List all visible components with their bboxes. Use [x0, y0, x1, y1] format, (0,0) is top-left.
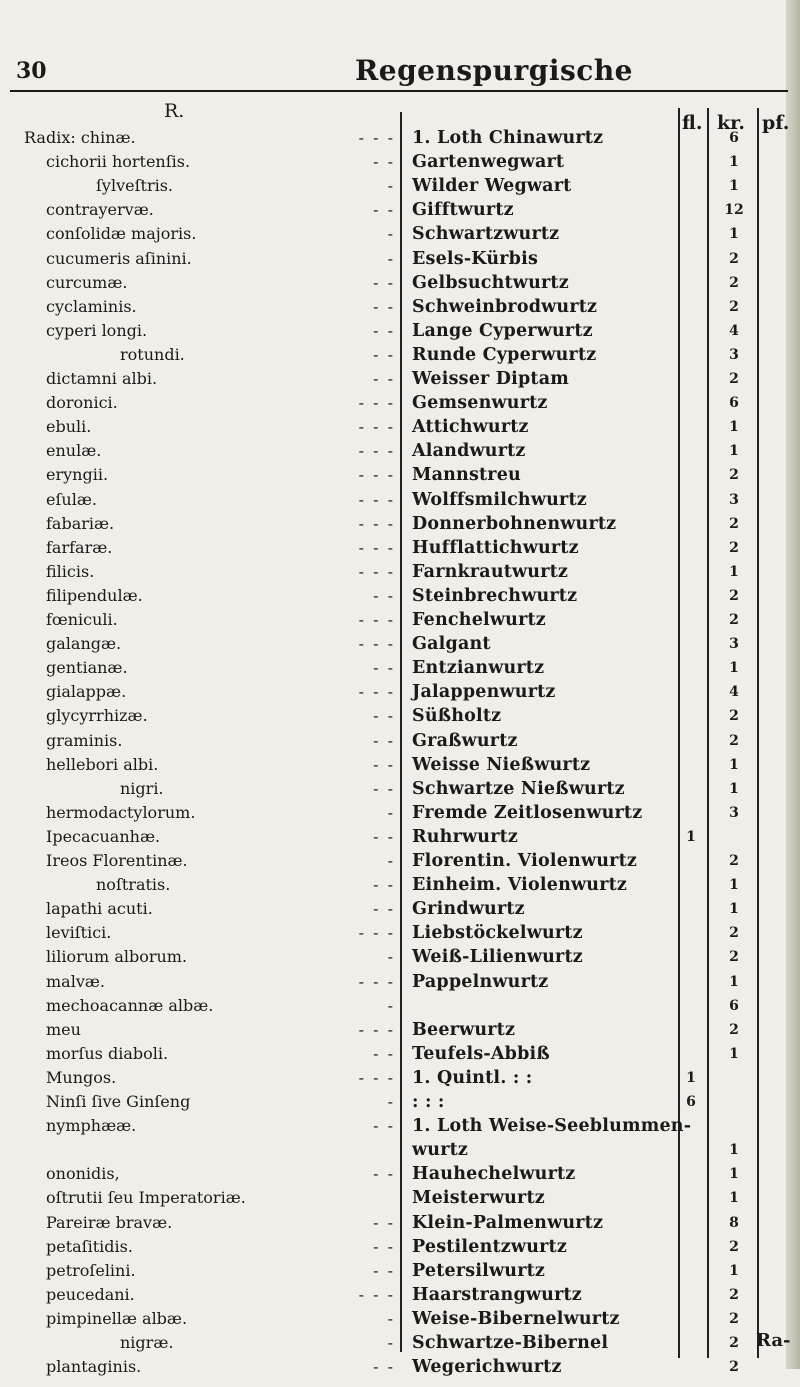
- price-kr: 6: [729, 130, 739, 146]
- leader-dashes: - -: [373, 272, 395, 292]
- german-name: Gartenwegwart: [412, 152, 565, 173]
- price-kr: 2: [729, 1238, 739, 1255]
- price-kr: 1: [729, 901, 739, 918]
- price-fl: 1: [686, 828, 696, 845]
- latin-name: pimpinellæ albæ.: [46, 1308, 188, 1328]
- latin-name: liliorum alborum.: [46, 947, 188, 967]
- leader-dashes: -: [387, 1308, 395, 1328]
- german-name: Attichwurtz: [412, 417, 529, 438]
- section-letter: R.: [164, 100, 185, 122]
- leader-dashes: - -: [373, 1357, 395, 1377]
- german-name: Schwartze Nießwurtz: [412, 778, 625, 799]
- latin-name: cyclaminis.: [46, 296, 137, 316]
- german-name: : : :: [412, 1092, 445, 1112]
- german-name: Schwartzwurtz: [412, 224, 560, 245]
- table-row: [0, 1357, 800, 1387]
- german-name: Entzianwurtz: [412, 658, 545, 679]
- german-name: Meisterwurtz: [412, 1188, 545, 1209]
- latin-name: meu: [46, 1019, 81, 1039]
- leader-dashes: - -: [373, 344, 395, 364]
- german-name: Hauhechelwurtz: [412, 1164, 576, 1185]
- running-head: Regenspurgische: [355, 54, 633, 87]
- latin-name: Pareiræ bravæ.: [46, 1212, 173, 1232]
- leader-dashes: - -: [373, 754, 395, 774]
- german-name: Runde Cyperwurtz: [412, 344, 597, 365]
- latin-name: gentianæ.: [46, 658, 128, 678]
- price-kr: 3: [729, 636, 739, 653]
- price-kr: 2: [729, 274, 739, 291]
- price-kr: 1: [729, 1045, 739, 1062]
- leader-dashes: -: [387, 224, 395, 244]
- price-kr: 1: [729, 1262, 739, 1279]
- price-kr: 3: [729, 491, 739, 508]
- german-name: Wolffsmilchwurtz: [412, 489, 587, 510]
- latin-name: filipendulæ.: [46, 585, 143, 605]
- price-kr: 2: [729, 949, 739, 966]
- german-name: Jalappenwurtz: [412, 682, 556, 703]
- latin-name: Ireos Florentinæ.: [46, 851, 188, 870]
- price-kr: 1: [729, 443, 739, 460]
- price-kr: 3: [729, 804, 739, 821]
- german-name: Weisser Diptam: [412, 369, 569, 389]
- price-kr: 2: [729, 1359, 739, 1376]
- latin-name: ſylveſtris.: [96, 176, 173, 196]
- leader-dashes: - -: [373, 1260, 395, 1280]
- price-kr: 1: [729, 154, 739, 171]
- price-kr: 1: [729, 973, 739, 990]
- price-kr: 1: [729, 780, 739, 797]
- latin-name: eryngii.: [46, 465, 109, 485]
- price-kr: 2: [729, 732, 739, 749]
- price-kr: 1: [729, 226, 739, 243]
- leader-dashes: -: [387, 851, 395, 870]
- german-name: Graßwurtz: [412, 730, 518, 751]
- latin-name: Ipecacuanhæ.: [46, 826, 161, 846]
- german-name: Mannstreu: [412, 465, 521, 486]
- german-name: Fremde Zeitlosenwurtz: [412, 802, 643, 823]
- german-name: Fenchelwurtz: [412, 610, 546, 630]
- german-name: Weiß-Lilienwurtz: [412, 947, 583, 968]
- price-kr: 6: [729, 997, 739, 1014]
- price-kr: 2: [729, 515, 739, 532]
- latin-name: hellebori albi.: [46, 754, 159, 774]
- price-kr: 2: [729, 587, 739, 604]
- leader-dashes: - -: [373, 899, 395, 919]
- leader-dashes: - - -: [358, 610, 395, 629]
- leader-dashes: - - -: [358, 634, 395, 654]
- latin-name: plantaginis.: [46, 1357, 142, 1377]
- latin-name: curcumæ.: [46, 272, 128, 292]
- leader-dashes: - - -: [358, 923, 395, 943]
- german-name: Weise-Bibernelwurtz: [412, 1308, 620, 1329]
- price-kr: 6: [729, 395, 739, 412]
- latin-name: nigri.: [120, 778, 164, 798]
- leader-dashes: - -: [373, 658, 395, 678]
- german-name: Schwartze-Bibernel: [412, 1333, 609, 1353]
- leader-dashes: -: [387, 248, 395, 268]
- latin-name: morſus diaboli.: [46, 1043, 169, 1063]
- german-name: Gemsenwurtz: [412, 393, 548, 414]
- german-name: Farnkrautwurtz: [412, 561, 569, 582]
- price-kr: 1: [729, 1142, 739, 1159]
- price-kr: 12: [724, 202, 744, 219]
- latin-name: hermodactylorum.: [46, 802, 196, 822]
- leader-dashes: - -: [373, 778, 395, 798]
- price-kr: 2: [729, 250, 739, 267]
- price-kr: 1: [729, 563, 739, 580]
- price-kr: 3: [729, 346, 739, 363]
- german-name: 1. Loth Chinawurtz: [412, 128, 604, 148]
- latin-name: cichorii hortenſis.: [46, 152, 191, 172]
- german-name: Hufflattichwurtz: [412, 537, 579, 558]
- price-kr: 4: [729, 322, 739, 339]
- catchword: Ra-: [756, 1330, 791, 1351]
- price-kr: 1: [729, 877, 739, 894]
- leader-dashes: -: [387, 1092, 395, 1111]
- price-fl: 1: [686, 1069, 696, 1086]
- german-name: Weisse Nießwurtz: [412, 754, 591, 775]
- latin-name: filicis.: [46, 561, 95, 581]
- latin-name: peucedani.: [46, 1284, 135, 1304]
- german-name: Esels-Kürbis: [412, 248, 538, 269]
- leader-dashes: -: [387, 1333, 395, 1352]
- leader-dashes: - - -: [358, 128, 395, 147]
- price-kr: 1: [729, 1190, 739, 1207]
- latin-name: Radix: chinæ.: [24, 128, 136, 147]
- german-name: Schweinbrodwurtz: [412, 296, 598, 317]
- german-name: Gelbsuchtwurtz: [412, 272, 569, 293]
- price-kr: 2: [729, 539, 739, 556]
- price-kr: 8: [729, 1214, 739, 1231]
- price-kr: 4: [729, 684, 739, 701]
- german-name: Liebstöckelwurtz: [412, 923, 583, 944]
- german-name: Ruhrwurtz: [412, 826, 519, 847]
- latin-name: conſolidæ majoris.: [46, 224, 197, 244]
- price-kr: 1: [729, 178, 739, 195]
- german-name: Klein-Palmenwurtz: [412, 1212, 604, 1233]
- latin-name: enulæ.: [46, 441, 102, 461]
- leader-dashes: - - -: [358, 1284, 395, 1304]
- latin-name: galangæ.: [46, 634, 122, 654]
- latin-name: doronici.: [46, 393, 118, 413]
- price-kr: 2: [729, 1021, 739, 1038]
- price-kr: 2: [729, 925, 739, 942]
- german-name: Beerwurtz: [412, 1019, 516, 1040]
- price-kr: 2: [729, 1310, 739, 1327]
- leader-dashes: - - -: [358, 441, 395, 461]
- latin-name: malvæ.: [46, 971, 105, 991]
- column-header-fl: fl.: [682, 112, 703, 134]
- leader-dashes: - - -: [358, 513, 395, 533]
- price-kr: 1: [729, 660, 739, 677]
- leader-dashes: - -: [373, 826, 395, 846]
- price-kr: 2: [729, 371, 739, 387]
- german-name: Einheim. Violenwurtz: [412, 875, 628, 896]
- column-header-kr: kr.: [717, 112, 746, 134]
- latin-name: lapathi acuti.: [46, 899, 153, 919]
- price-fl: 6: [686, 1094, 696, 1110]
- page-number: 30: [16, 58, 47, 84]
- latin-name: Mungos.: [46, 1067, 117, 1087]
- latin-name: Ninſi ſive Ginſeng: [46, 1092, 191, 1111]
- leader-dashes: - -: [373, 875, 395, 895]
- german-name: Süßholtz: [412, 706, 502, 727]
- latin-name: noſtratis.: [96, 875, 171, 895]
- leader-dashes: - - -: [358, 1067, 395, 1087]
- leader-dashes: - - -: [358, 465, 395, 485]
- price-kr: 1: [729, 756, 739, 773]
- leader-dashes: - -: [373, 320, 395, 340]
- leader-dashes: - - -: [358, 1019, 395, 1039]
- leader-dashes: - -: [373, 706, 395, 726]
- price-kr: 1: [729, 1166, 739, 1183]
- leader-dashes: - -: [373, 1043, 395, 1063]
- leader-dashes: - - -: [358, 971, 395, 991]
- latin-name: leviſtici.: [46, 923, 112, 943]
- price-kr: 2: [729, 467, 739, 484]
- leader-dashes: -: [387, 995, 395, 1015]
- price-kr: 2: [729, 612, 739, 628]
- leader-dashes: - - -: [358, 561, 395, 581]
- german-name: Florentin. Violenwurtz: [412, 851, 637, 871]
- latin-name: fœniculi.: [46, 610, 118, 629]
- german-name: Grindwurtz: [412, 899, 525, 920]
- leader-dashes: - -: [373, 296, 395, 316]
- latin-name: glycyrrhizæ.: [46, 706, 148, 726]
- price-kr: 2: [729, 1286, 739, 1303]
- leader-dashes: - -: [373, 585, 395, 605]
- german-name: Wilder Wegwart: [412, 176, 572, 197]
- german-name: Wegerichwurtz: [412, 1357, 562, 1378]
- german-name: 1. Quintl. : :: [412, 1067, 533, 1088]
- leader-dashes: -: [387, 176, 395, 196]
- price-kr: 2: [729, 708, 739, 725]
- latin-name: ononidis,: [46, 1164, 120, 1184]
- latin-name: rotundi.: [120, 344, 185, 364]
- leader-dashes: - -: [373, 730, 395, 750]
- leader-dashes: - -: [373, 1116, 395, 1136]
- leader-dashes: - -: [373, 1164, 395, 1184]
- latin-name: fabariæ.: [46, 513, 115, 533]
- leader-dashes: - - -: [358, 417, 395, 437]
- leader-dashes: - -: [373, 369, 395, 388]
- latin-name: eſulæ.: [46, 489, 97, 509]
- latin-name: cucumeris aſinini.: [46, 248, 192, 268]
- german-name: Alandwurtz: [412, 441, 526, 462]
- latin-name: nigræ.: [120, 1333, 174, 1352]
- german-name: Gifftwurtz: [412, 200, 514, 221]
- latin-name: ebuli.: [46, 417, 92, 437]
- latin-name: graminis.: [46, 730, 123, 750]
- german-name: Pestilentzwurtz: [412, 1236, 567, 1257]
- german-name: Steinbrechwurtz: [412, 585, 578, 606]
- price-kr: 2: [729, 853, 739, 869]
- latin-name: cyperi longi.: [46, 320, 148, 340]
- german-name: Galgant: [412, 634, 491, 655]
- price-kr: 1: [729, 419, 739, 436]
- german-name: Pappelnwurtz: [412, 971, 549, 992]
- latin-name: petaſitidis.: [46, 1236, 133, 1256]
- header-rule: [10, 90, 788, 92]
- latin-name: gialappæ.: [46, 682, 127, 702]
- latin-name: contrayervæ.: [46, 200, 154, 220]
- latin-name: nymphææ.: [46, 1116, 137, 1136]
- latin-name: oſtrutii ſeu Imperatoriæ.: [46, 1188, 246, 1208]
- column-header-pf: pf.: [762, 112, 790, 134]
- german-name: Donnerbohnenwurtz: [412, 513, 617, 534]
- leader-dashes: - - -: [358, 489, 395, 509]
- german-name: Teufels-Abbiß: [412, 1043, 550, 1064]
- german-name: Petersilwurtz: [412, 1260, 546, 1281]
- price-kr: 2: [729, 1335, 739, 1351]
- latin-name: farfaræ.: [46, 537, 113, 557]
- leader-dashes: - - -: [358, 682, 395, 702]
- german-name: wurtz: [412, 1140, 469, 1161]
- leader-dashes: - -: [373, 1212, 395, 1232]
- latin-name: dictamni albi.: [46, 369, 158, 388]
- leader-dashes: - - -: [358, 393, 395, 413]
- latin-name: mechoacannæ albæ.: [46, 995, 214, 1015]
- leader-dashes: - -: [373, 152, 395, 172]
- leader-dashes: -: [387, 947, 395, 967]
- leader-dashes: - -: [373, 200, 395, 220]
- german-name: Haarstrangwurtz: [412, 1284, 582, 1305]
- german-name: 1. Loth Weise-Seeblummen-: [412, 1116, 692, 1137]
- latin-name: petroſelini.: [46, 1260, 136, 1280]
- price-kr: 2: [729, 298, 739, 315]
- leader-dashes: - - -: [358, 537, 395, 557]
- german-name: Lange Cyperwurtz: [412, 320, 593, 341]
- leader-dashes: - -: [373, 1236, 395, 1256]
- leader-dashes: -: [387, 802, 395, 822]
